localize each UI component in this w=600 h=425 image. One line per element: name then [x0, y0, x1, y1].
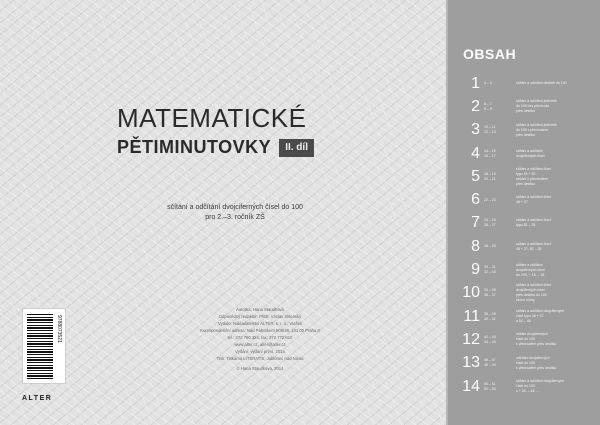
- toc-page-range: 18 – 19: [484, 171, 496, 176]
- toc-item: [456, 235, 596, 258]
- toc-item: [456, 212, 596, 235]
- toc-text-line: sčítání a odčítání čísel: [516, 241, 551, 246]
- toc-item-text: [516, 123, 557, 138]
- toc-text-line: sčítání a odčítání čísel: [516, 218, 551, 223]
- toc-text-line: čísel do 100: [516, 360, 535, 365]
- toc-page-range: 48 – 49: [484, 363, 496, 368]
- toc-item-text: [516, 81, 567, 86]
- imprint: [160, 306, 360, 372]
- toc-page-range: 12 – 13: [484, 130, 496, 135]
- toc-text-line: do 100, + 18, – 18: [516, 272, 545, 277]
- toc-text-line: typu 45 + 30: [516, 171, 536, 176]
- book-title: MATEMATICKÉ: [117, 103, 307, 133]
- toc-page-range: 4 – 5: [484, 81, 492, 86]
- toc-item-pages: [484, 125, 514, 135]
- title-block: [117, 104, 337, 158]
- toc-item: [456, 119, 596, 142]
- toc-item: [456, 258, 596, 281]
- toc-text-line: sčítání a odčítání čísel: [516, 166, 551, 171]
- toc-item-number: 8: [471, 237, 480, 255]
- toc-text-line: slovní úlohy: [516, 298, 535, 303]
- toc-item: [456, 95, 596, 118]
- toc-item-text: [516, 332, 556, 347]
- imprint-line: Vydalo: Nakladatelství ALTER, s. r. o., Vlašim: [217, 321, 302, 326]
- toc-page-range: 22 – 23: [484, 197, 496, 202]
- toc-text-line: sčítání a odčítání dvojciferných: [516, 379, 565, 383]
- toc-page-range: 38 – 39: [484, 311, 496, 316]
- toc-item-number: 2: [471, 97, 480, 115]
- toc-item: [456, 282, 596, 305]
- imprint-line: www.alter.cz, alter@alter.cz: [234, 342, 286, 347]
- toc-text-line: sčítání a odčítání jednotek: [516, 99, 557, 104]
- toc-text-line: s + 28, – 46 …: [516, 389, 539, 393]
- toc-page-range: 24 – 25: [484, 218, 496, 223]
- toc-item-pages: [484, 172, 514, 182]
- toc-item: [456, 72, 596, 95]
- toc-text-line: odčítání dvojciferných: [516, 355, 550, 360]
- toc-item-number: 14: [462, 377, 480, 395]
- toc-text-line: čísel typu 46 + 37: [516, 314, 544, 319]
- toc-list: [456, 72, 596, 398]
- toc-item-text: [516, 283, 551, 303]
- toc-item-pages: [484, 288, 514, 298]
- toc-text-line: a 82 – 46: [516, 319, 531, 324]
- toc-item-number: 11: [463, 307, 480, 325]
- toc-item-pages: [484, 218, 514, 228]
- toc-text-line: s přechodem přes desítku: [516, 342, 557, 347]
- toc-text-line: sčítání a odčítání čísel: [516, 283, 551, 288]
- toc-item-text: [516, 242, 551, 252]
- toc-item-text: [516, 149, 545, 159]
- toc-text-line: sčítání a odčítání dvojciferných: [516, 309, 565, 314]
- subtitle-row: [117, 137, 337, 158]
- toc-page-range: 8 – 9: [484, 106, 492, 111]
- book-description: [130, 203, 340, 223]
- toc-text-line: sčítání s přechodem: [516, 176, 548, 181]
- toc-item-pages: [484, 312, 514, 322]
- toc-item-text: [516, 263, 545, 278]
- toc-page-range: 36 – 37: [484, 293, 496, 298]
- toc-text-line: typu 82 – 35: [516, 223, 536, 228]
- toc-text-line: do 100 s přechodem: [516, 127, 548, 132]
- toc-item-pages: [484, 198, 514, 203]
- table-of-contents: [446, 0, 600, 425]
- barcode-digits: 9788073521: [56, 315, 62, 343]
- barcode: [22, 308, 66, 384]
- toc-page-range: 34 – 35: [484, 288, 496, 293]
- toc-item-number: 1: [471, 74, 480, 92]
- toc-text-line: čísel do 100: [516, 384, 535, 388]
- toc-item-number: 12: [462, 330, 480, 348]
- toc-page-range: 16 – 17: [484, 153, 496, 158]
- toc-item-text: [516, 379, 564, 394]
- toc-text-line: 45 + 27: [516, 200, 528, 205]
- toc-page-range: 32 – 33: [484, 270, 496, 275]
- imprint-line: Autorka: Hana Staudková: [236, 307, 284, 312]
- toc-page-range: 52 – 53: [484, 386, 496, 391]
- toc-page-range: 44 – 45: [484, 339, 496, 344]
- toc-item-number: 4: [471, 144, 480, 162]
- toc-text-line: přes desítku: [516, 109, 536, 114]
- toc-item-text: [516, 167, 551, 187]
- description-line-1: sčítání a odčítání dvojciferných čísel do 100: [167, 204, 303, 211]
- toc-item: [456, 142, 596, 165]
- toc-item-number: 10: [462, 284, 480, 302]
- toc-text-line: 45 + 27, 82 – 35: [516, 246, 542, 251]
- toc-page-range: 46 – 47: [484, 358, 496, 363]
- imprint-line: Odpovědný redaktor: PhDr. Václav Sklenský: [218, 314, 302, 319]
- toc-item-pages: [484, 358, 514, 368]
- toc-item-pages: [484, 382, 514, 392]
- imprint-line: Korespondenční adresa: Nad Pahorkem 808/28, 181 00 Praha 8: [200, 328, 320, 333]
- toc-page-range: 26 – 27: [484, 223, 496, 228]
- toc-text-line: čísel do 100: [516, 337, 535, 342]
- toc-text-line: sčítání dvojciferných: [516, 332, 548, 337]
- publisher-logo: ALTER: [22, 395, 53, 402]
- toc-text-line: dvojciferných čísel: [516, 153, 545, 158]
- toc-text-line: sčítání a odčítání desítek do 100: [516, 81, 567, 86]
- toc-item-pages: [484, 244, 514, 249]
- toc-item: [456, 305, 596, 328]
- imprint-line: tel.: 272 760 324, fax: 272 772 610: [227, 335, 293, 340]
- toc-item-number: 9: [471, 261, 480, 279]
- toc-heading: OBSAH: [463, 46, 517, 62]
- toc-item-pages: [484, 265, 514, 275]
- toc-item: [456, 352, 596, 375]
- toc-page-range: 40 – 41: [484, 316, 496, 321]
- toc-text-line: s přechodem přes desítku: [516, 365, 557, 370]
- toc-item-number: 13: [462, 354, 480, 372]
- toc-item-text: [516, 218, 551, 228]
- toc-text-line: přes desítku: [516, 132, 536, 137]
- toc-page-range: 14 – 15: [484, 148, 496, 153]
- imprint-line: Tisk: Tiskárna LITERATIS, Jablonec nad Nisou: [216, 356, 304, 361]
- toc-item-text: [516, 309, 564, 324]
- toc-item: [456, 188, 596, 211]
- toc-text-line: přes desítku: [516, 181, 536, 186]
- toc-text-line: přes desítku do 100: [516, 293, 547, 298]
- toc-page-range: 50 – 51: [484, 381, 496, 386]
- toc-text-line: do 100 bez přechodu: [516, 104, 549, 109]
- description-line-2: pro 2.–3. ročník ZŠ: [205, 214, 265, 221]
- toc-item-number: 7: [471, 214, 480, 232]
- toc-item-text: [516, 195, 551, 205]
- toc-item-number: 3: [471, 121, 480, 139]
- toc-text-line: sčítání a odčítání: [516, 148, 543, 153]
- toc-item-text: [516, 99, 557, 114]
- toc-item-text: [516, 356, 556, 371]
- toc-text-line: dvojciferných čísel: [516, 288, 545, 293]
- toc-page-range: 20 – 21: [484, 176, 496, 181]
- toc-item: [456, 165, 596, 188]
- toc-page-range: 10 – 11: [484, 125, 496, 130]
- toc-item-number: 6: [471, 191, 480, 209]
- imprint-line: Vydání: vydání první, 2014: [235, 349, 285, 354]
- toc-item-pages: [484, 102, 514, 112]
- part-badge: II. díl: [279, 139, 314, 157]
- toc-text-line: sčítání a odčítání čísel: [516, 195, 551, 200]
- toc-text-line: sčítání a odčítání jednotek: [516, 122, 557, 127]
- toc-page-range: 42 – 43: [484, 334, 496, 339]
- toc-text-line: sčítání a odčítání: [516, 262, 543, 267]
- toc-page-range: 28 – 29: [484, 244, 496, 249]
- imprint-line: © Hana Staudková, 2014: [236, 366, 284, 371]
- toc-item-pages: [484, 149, 514, 159]
- toc-item: [456, 328, 596, 351]
- book-subtitle: PĚTIMINUTOVKY: [117, 137, 272, 157]
- toc-text-line: dvojciferných čísel: [516, 267, 545, 272]
- toc-item-pages: [484, 335, 514, 345]
- toc-item-pages: [484, 81, 514, 86]
- toc-item-number: 5: [471, 167, 480, 185]
- toc-page-range: 6 – 7: [484, 101, 492, 106]
- toc-item: [456, 375, 596, 398]
- barcode-bars: [27, 313, 53, 379]
- toc-page-range: 30 – 31: [484, 265, 496, 270]
